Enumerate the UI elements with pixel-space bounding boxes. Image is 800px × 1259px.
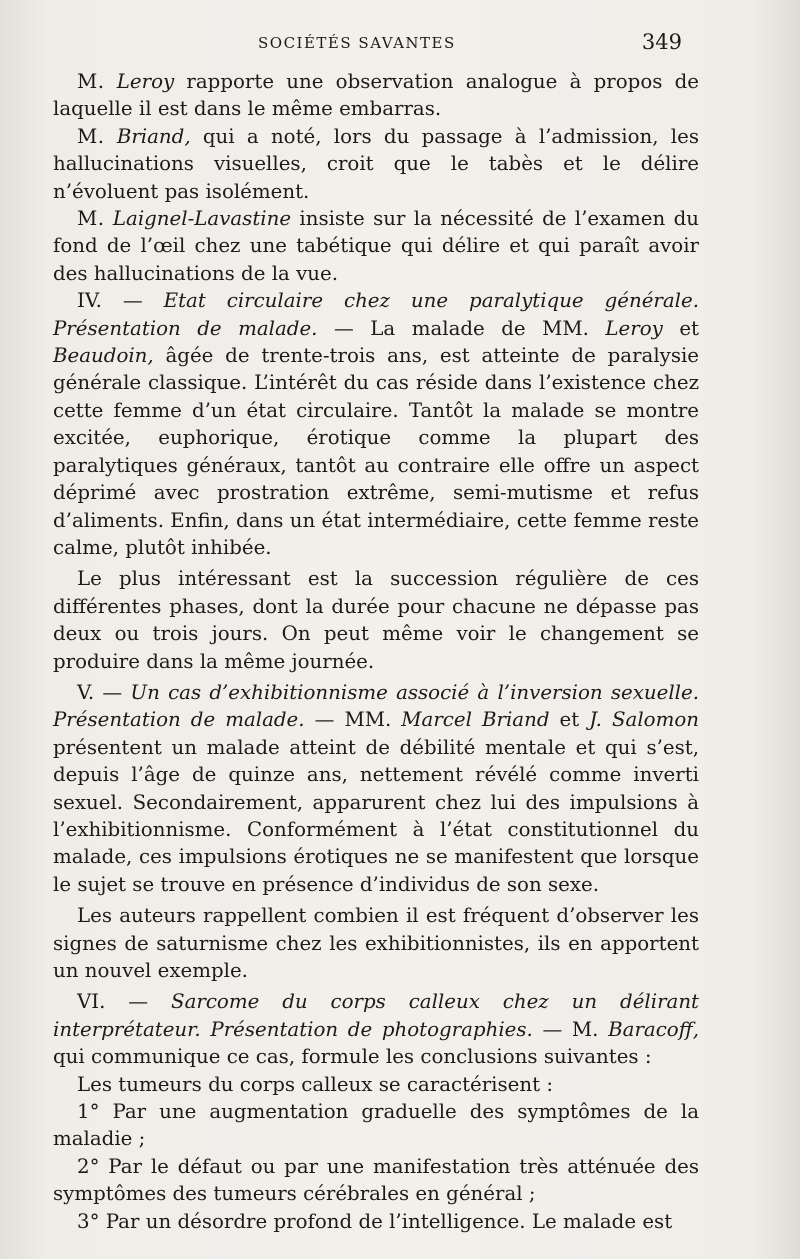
paragraph-text: — La malade de MM. bbox=[317, 316, 606, 340]
section-iv bbox=[53, 287, 699, 561]
paragraph-text: et bbox=[549, 708, 590, 732]
paragraph-briand bbox=[53, 123, 699, 205]
speaker-prefix: M. bbox=[77, 124, 105, 148]
paragraph-text: rapporte une observation analogue à propos de laquelle il est dans le même embarras. bbox=[53, 70, 699, 121]
author-name: Marcel Briand bbox=[401, 708, 550, 732]
paragraph-phases: Le plus intéressant est la succession régulière de ces différentes phases, dont la durée pour chacune ne dépasse pas deux ou trois jours. On peut même voir le changement se produire dans la même journée. bbox=[53, 567, 699, 673]
author-name: Baracoff, bbox=[608, 1017, 700, 1041]
speaker-name: Leroy bbox=[116, 70, 175, 93]
paragraph-leroy bbox=[53, 68, 699, 123]
section-number: VI. — bbox=[77, 990, 172, 1014]
paragraph-text: — MM. bbox=[304, 708, 402, 732]
paragraph-text: insiste sur la nécessité de l’examen du fond de l’œil chez une tabétique qui délire et qui paraît avoir des hallucinations de la vue. bbox=[53, 207, 699, 285]
speaker-prefix: M. bbox=[77, 207, 105, 231]
author-name: Leroy bbox=[605, 316, 663, 340]
paragraph-laignel-lavastine bbox=[53, 205, 699, 287]
list-item-1: 1° Par une augmentation graduelle des symptômes de la maladie ; bbox=[53, 1100, 699, 1151]
section-v bbox=[53, 679, 699, 898]
section-number: V. — bbox=[77, 680, 131, 704]
paragraph-text: — M. bbox=[532, 1017, 609, 1041]
author-name: J. Salomon bbox=[589, 708, 699, 732]
paragraph-tumeurs-intro: Les tumeurs du corps calleux se caractérisent : bbox=[77, 1072, 554, 1096]
running-head: SOCIÉTÉS SAVANTES bbox=[258, 34, 456, 52]
list-item-3: 3° Par un désordre profond de l’intelligence. Le malade est bbox=[77, 1209, 673, 1233]
section-vi bbox=[53, 988, 699, 1070]
paragraph-text: qui a noté, lors du passage à l’admission, les hallucinations visuelles, croit que le tabès et le délire n’évoluent pas isolément. bbox=[53, 124, 699, 203]
section-title: Etat circulaire chez une paralytique générale. Présentation de malade. bbox=[53, 289, 699, 340]
speaker-name: Laignel-Lavastine bbox=[112, 207, 292, 231]
page-number: 349 bbox=[641, 30, 682, 54]
list-item-2: 2° Par le défaut ou par une manifestation très atténuée des symptômes des tumeurs cérébrales en général ; bbox=[53, 1154, 699, 1206]
paragraph-text: âgée de trente-trois ans, est atteinte de paralysie générale classique. L’intérêt du cas réside dans l’existence chez cette femme d’un état circulaire. Tantôt la malade se montre excitée, euphorique, érotique comme la plupart des paralytiques généraux, tantôt au contraire elle offre un aspect déprimé avec prostration extrême, semi-mutisme et refus d’aliments. Enfin, dans un état intermédiaire, cette femme reste calme, plutôt inhibée. bbox=[53, 344, 699, 559]
speaker-name: Briand, bbox=[116, 124, 191, 148]
section-title: Un cas d’exhibitionnisme associé à l’inversion sexuelle. Présentation de malade. bbox=[53, 680, 699, 732]
section-number: IV. — bbox=[77, 289, 164, 313]
page-header bbox=[0, 30, 800, 58]
paragraph-text: présentent un malade atteint de débilité mentale et qui s’est, depuis l’âge de quinze ans, nettement révélé comme inverti sexuel. Secondairement, apparurent chez lui des impulsions à l’exhibitionnisme. Conformément à l’état constitutionnel du malade, ces impulsions érotiques ne se manifestent que lorsque le sujet se trouve en présence d’individus de son sexe. bbox=[53, 735, 699, 896]
body-text bbox=[53, 68, 699, 1235]
paragraph-saturnisme: Les auteurs rappellent combien il est fréquent d’observer les signes de saturnisme chez les exhibitionnistes, ils en apportent un nouvel exemple. bbox=[53, 904, 699, 982]
paragraph-text: qui communique ce cas, formule les conclusions suivantes : bbox=[53, 1045, 652, 1069]
speaker-prefix: M. bbox=[77, 70, 105, 93]
section-title: Sarcome du corps calleux chez un délirant interprétateur. Présentation de photographies. bbox=[53, 990, 700, 1041]
author-name: Beaudoin, bbox=[53, 344, 154, 368]
paragraph-text: et bbox=[662, 316, 699, 340]
